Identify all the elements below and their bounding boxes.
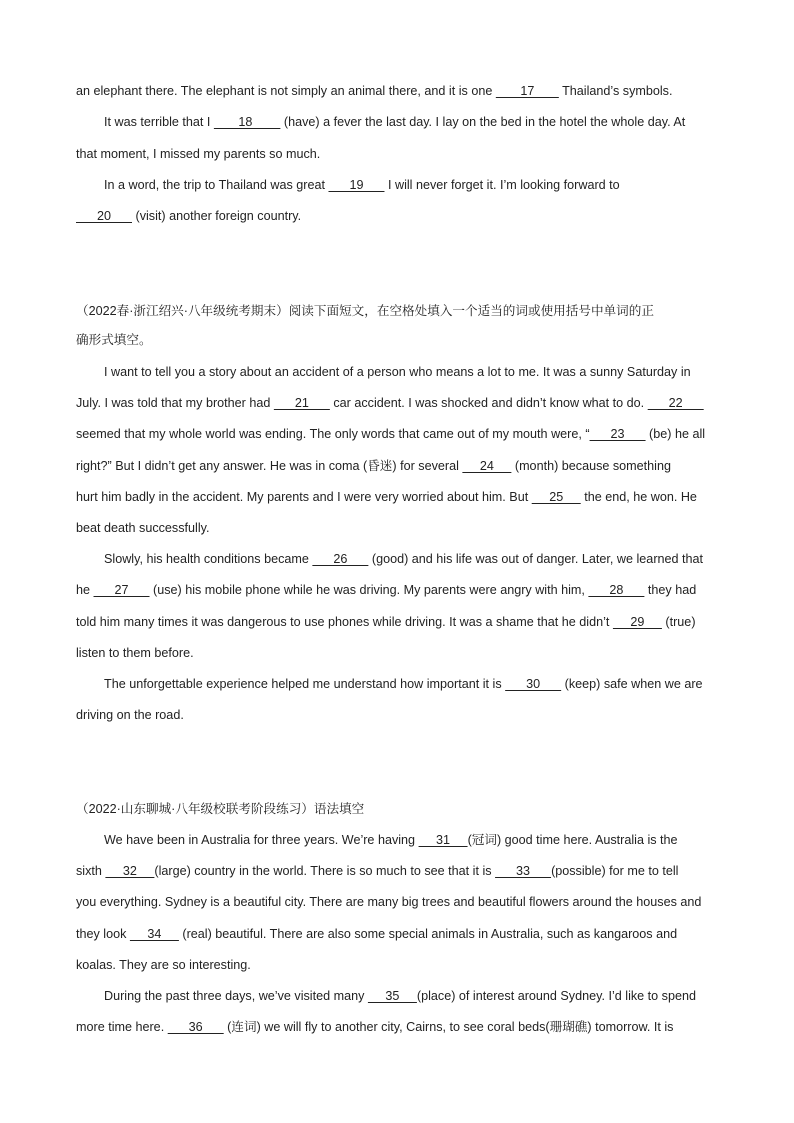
blank-26: 26 (312, 552, 369, 566)
blank-22: 22 (647, 396, 704, 410)
blank-33: 33 (495, 864, 552, 878)
p2-line-12: driving on the road. (76, 708, 184, 722)
p2-line-9: told him many times it was dangerous to use phones while driving. It was a shame that he didn’t 29 (true) (76, 615, 696, 629)
p3-line-7: more time here. 36 (连词) we will fly to another city, Cairns, to see coral beds(珊瑚礁) tomorrow. It is (76, 1020, 674, 1034)
blank-32: 32 (105, 864, 155, 878)
p2-line-3: seemed that my whole world was ending. The only words that came out of my mouth were, “ 23 (be) he all (76, 427, 706, 441)
blank-34: 34 (129, 927, 179, 941)
p3-line-6: During the past three days, we’ve visited many 35 (place) of interest around Sydney. I’d like to spend (104, 989, 696, 1003)
p3-line-4: they look 34 (real) beautiful. There are also some special animals in Australia, such as kangaroos and (76, 927, 678, 941)
p1-line-1: an elephant there. The elephant is not simply an animal there, and it is one 17 Thailand’s symbols. (76, 84, 673, 98)
p2-line-7: Slowly, his health conditions became 26 (good) and his life was out of danger. Later, we learned that (104, 552, 704, 566)
p3-line-5: koalas. They are so interesting. (76, 958, 251, 972)
blank-18: 18 (213, 115, 281, 129)
p2-line-8: he 27 (use) his mobile phone while he was driving. My parents were angry with him, 28 they had (76, 583, 697, 597)
p2-line-11: The unforgettable experience helped me understand how important it is 30 (keep) safe when we are (104, 677, 703, 691)
p1-line-4: In a word, the trip to Thailand was great 19 I will never forget it. I’m looking forward to (104, 178, 620, 192)
p3-line-1: We have been in Australia for three years. We’re having 31 (冠词) good time here. Australia is the (104, 833, 678, 847)
p2-line-2: July. I was told that my brother had 21 car accident. I was shocked and didn’t know what to do. 22 (76, 396, 704, 410)
p2-source-cont: 确形式填空。 (76, 333, 152, 347)
p1-line-2: It was terrible that I 18 (have) a fever the last day. I lay on the bed in the hotel the whole day. At (104, 115, 686, 129)
blank-23: 23 (589, 427, 646, 441)
p1-line-3: that moment, I missed my parents so much. (76, 147, 321, 161)
p2-source: （2022春·浙江绍兴·八年级统考期末）阅读下面短文，在空格处填入一个适当的词或使用括号中单词的正 (76, 304, 654, 318)
p2-line-1: I want to tell you a story about an accident of a person who means a lot to me. It was a sunny Saturday in (104, 365, 691, 379)
blank-25: 25 (531, 490, 581, 504)
blank-20: 20 (76, 209, 132, 223)
blank-21: 21 (273, 396, 330, 410)
blank-36: 36 (167, 1020, 224, 1034)
blank-28: 28 (588, 583, 645, 597)
p2-line-5: hurt him badly in the accident. My parents and I were very worried about him. But 25 the end, he won. He (76, 490, 697, 504)
p2-line-4: right?” But I didn’t get any answer. He was in coma (昏迷) for several 24 (month) because something (76, 459, 671, 473)
p2-line-10: listen to them before. (76, 646, 194, 660)
blank-29: 29 (612, 615, 662, 629)
blank-30: 30 (505, 677, 562, 691)
blank-35: 35 (367, 989, 417, 1003)
blank-19: 19 (328, 178, 385, 192)
p3-line-3: you everything. Sydney is a beautiful city. There are many big trees and beautiful flowers around the houses and (76, 895, 702, 909)
p1-line-5: 20 (visit) another foreign country. (76, 209, 302, 223)
blank-27: 27 (93, 583, 150, 597)
p2-line-6: beat death successfully. (76, 521, 210, 535)
p3-line-2: sixth 32 (large) country in the world. There is so much to see that it is 33 (possible) for me to tell (76, 864, 679, 878)
blank-24: 24 (462, 459, 512, 473)
p3-source: （2022·山东聊城·八年级校联考阶段练习）语法填空 (76, 802, 365, 816)
blank-17: 17 (495, 84, 559, 98)
blank-31: 31 (418, 833, 468, 847)
